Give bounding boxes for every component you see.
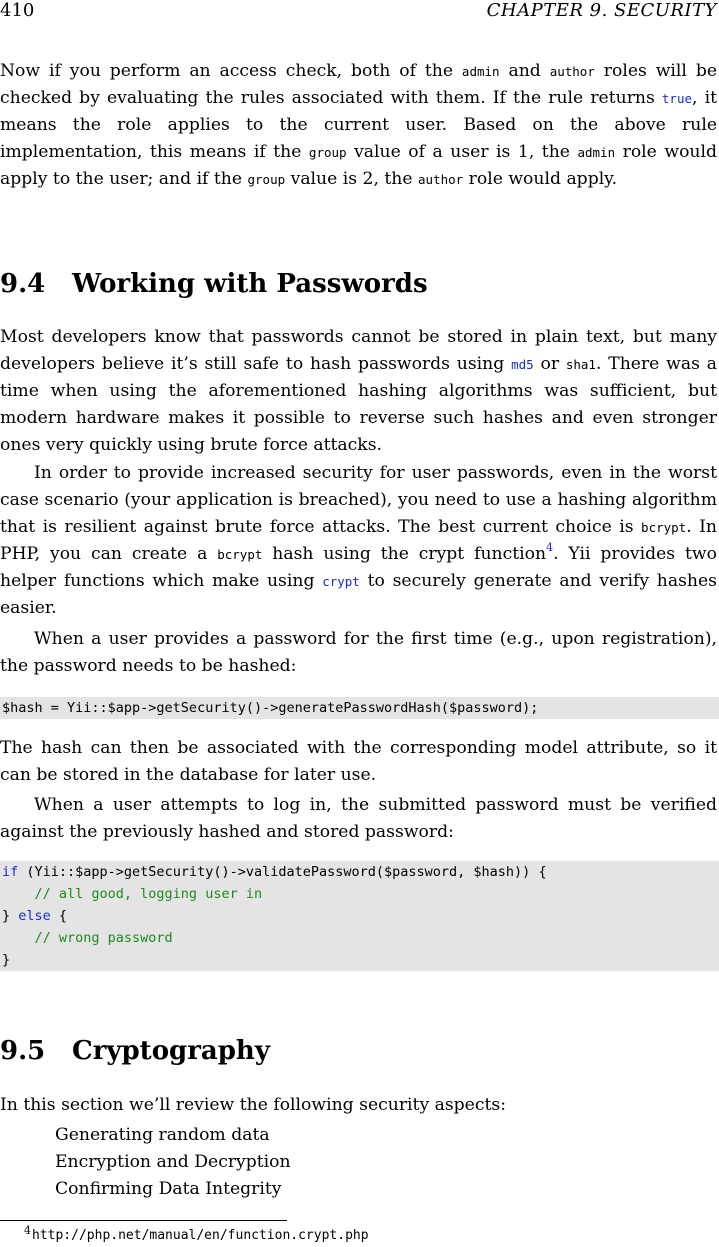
paragraph-access-check: Now if you perform an access check, both of the admin and author roles will be checked by evaluating the rules associated with them. If the rule returns true, it means the role applies to the current user. Based on the above rule implementation, this means if the group value of a user is 1, the admin role would apply to the user; and if the group value is 2, the author role would apply. <box>0 61 718 189</box>
code-crypt: crypt <box>322 574 360 589</box>
paragraph-hash-store: The hash can then be associated with the corresponding model attribute, so it can be stored in the database for later use. <box>0 738 717 785</box>
code-line: } <box>2 952 11 968</box>
paragraph-bcrypt: In order to provide increased security for user passwords, even in the worst case scenario (your application is breached), you need to use a hashing algorithm that is resilient against brute force attacks. The best current choice is bcrypt. In PHP, you can create a bcrypt hash using the crypt function$^4$. Yii provides two helper functions which make using crypt to securely generate and verify hashes easier. <box>0 463 717 618</box>
code-bcrypt: bcrypt <box>217 547 263 562</box>
chapter-title: CHAPTER 9. SECURITY <box>486 0 717 21</box>
code-author: author <box>549 64 595 79</box>
code-author: author <box>418 172 464 187</box>
code-admin: admin <box>461 64 500 79</box>
list-item: Generating random data <box>55 1125 270 1145</box>
code-block-generate-hash <box>0 697 719 719</box>
list-item: Confirming Data Integrity <box>55 1179 282 1199</box>
code-line: $hash = Yii::$app->getSecurity()->generatePasswordHash($password); <box>2 700 539 716</box>
footnote-mark: 4 <box>24 1224 31 1237</box>
code-comment: // all good, logging user in <box>2 886 263 902</box>
code-md5: md5 <box>511 357 534 372</box>
section-heading-passwords: 9.4 Working with Passwords <box>0 269 428 299</box>
code-line: if (Yii::$app->getSecurity()->validatePassword($password, $hash)) { <box>2 864 547 880</box>
code-block-validate-password <box>0 861 719 971</box>
section-heading-cryptography: 9.5 Cryptography <box>0 1036 270 1066</box>
code-sha1: sha1 <box>565 357 596 372</box>
footnote-link[interactable]: http://php.net/manual/en/function.crypt.php <box>32 1228 369 1243</box>
footnote-divider <box>0 1220 287 1221</box>
code-admin: admin <box>577 145 616 160</box>
code-group: group <box>308 145 347 160</box>
code-true: true <box>661 91 693 106</box>
code-group: group <box>247 172 286 187</box>
paragraph-verify-login: When a user attempts to log in, the submitted password must be verified against the previously hashed and stored password: <box>0 795 717 842</box>
page-number: 410 <box>0 0 35 21</box>
code-comment: // wrong password <box>2 930 173 946</box>
paragraph-hash-first-time: When a user provides a password for the first time (e.g., upon registration), the password needs to be hashed: <box>0 629 717 676</box>
running-header <box>0 0 719 22</box>
code-bcrypt: bcrypt <box>641 520 687 535</box>
paragraph-passwords-intro: Most developers know that passwords cannot be stored in plain text, but many developers believe it’s still safe to hash passwords using md5 or sha1. There was a time when using the aforementioned hashing algorithms was sufficient, but modern hardware makes it possible to reverse such hashes and even stronger ones very quickly using brute force attacks. <box>0 327 717 455</box>
footnote-reference[interactable]: 4 <box>546 541 554 554</box>
code-line: } else { <box>2 908 68 924</box>
list-item: Encryption and Decryption <box>55 1152 291 1172</box>
paragraph-crypto-intro: In this section we’ll review the following security aspects: <box>0 1095 506 1115</box>
